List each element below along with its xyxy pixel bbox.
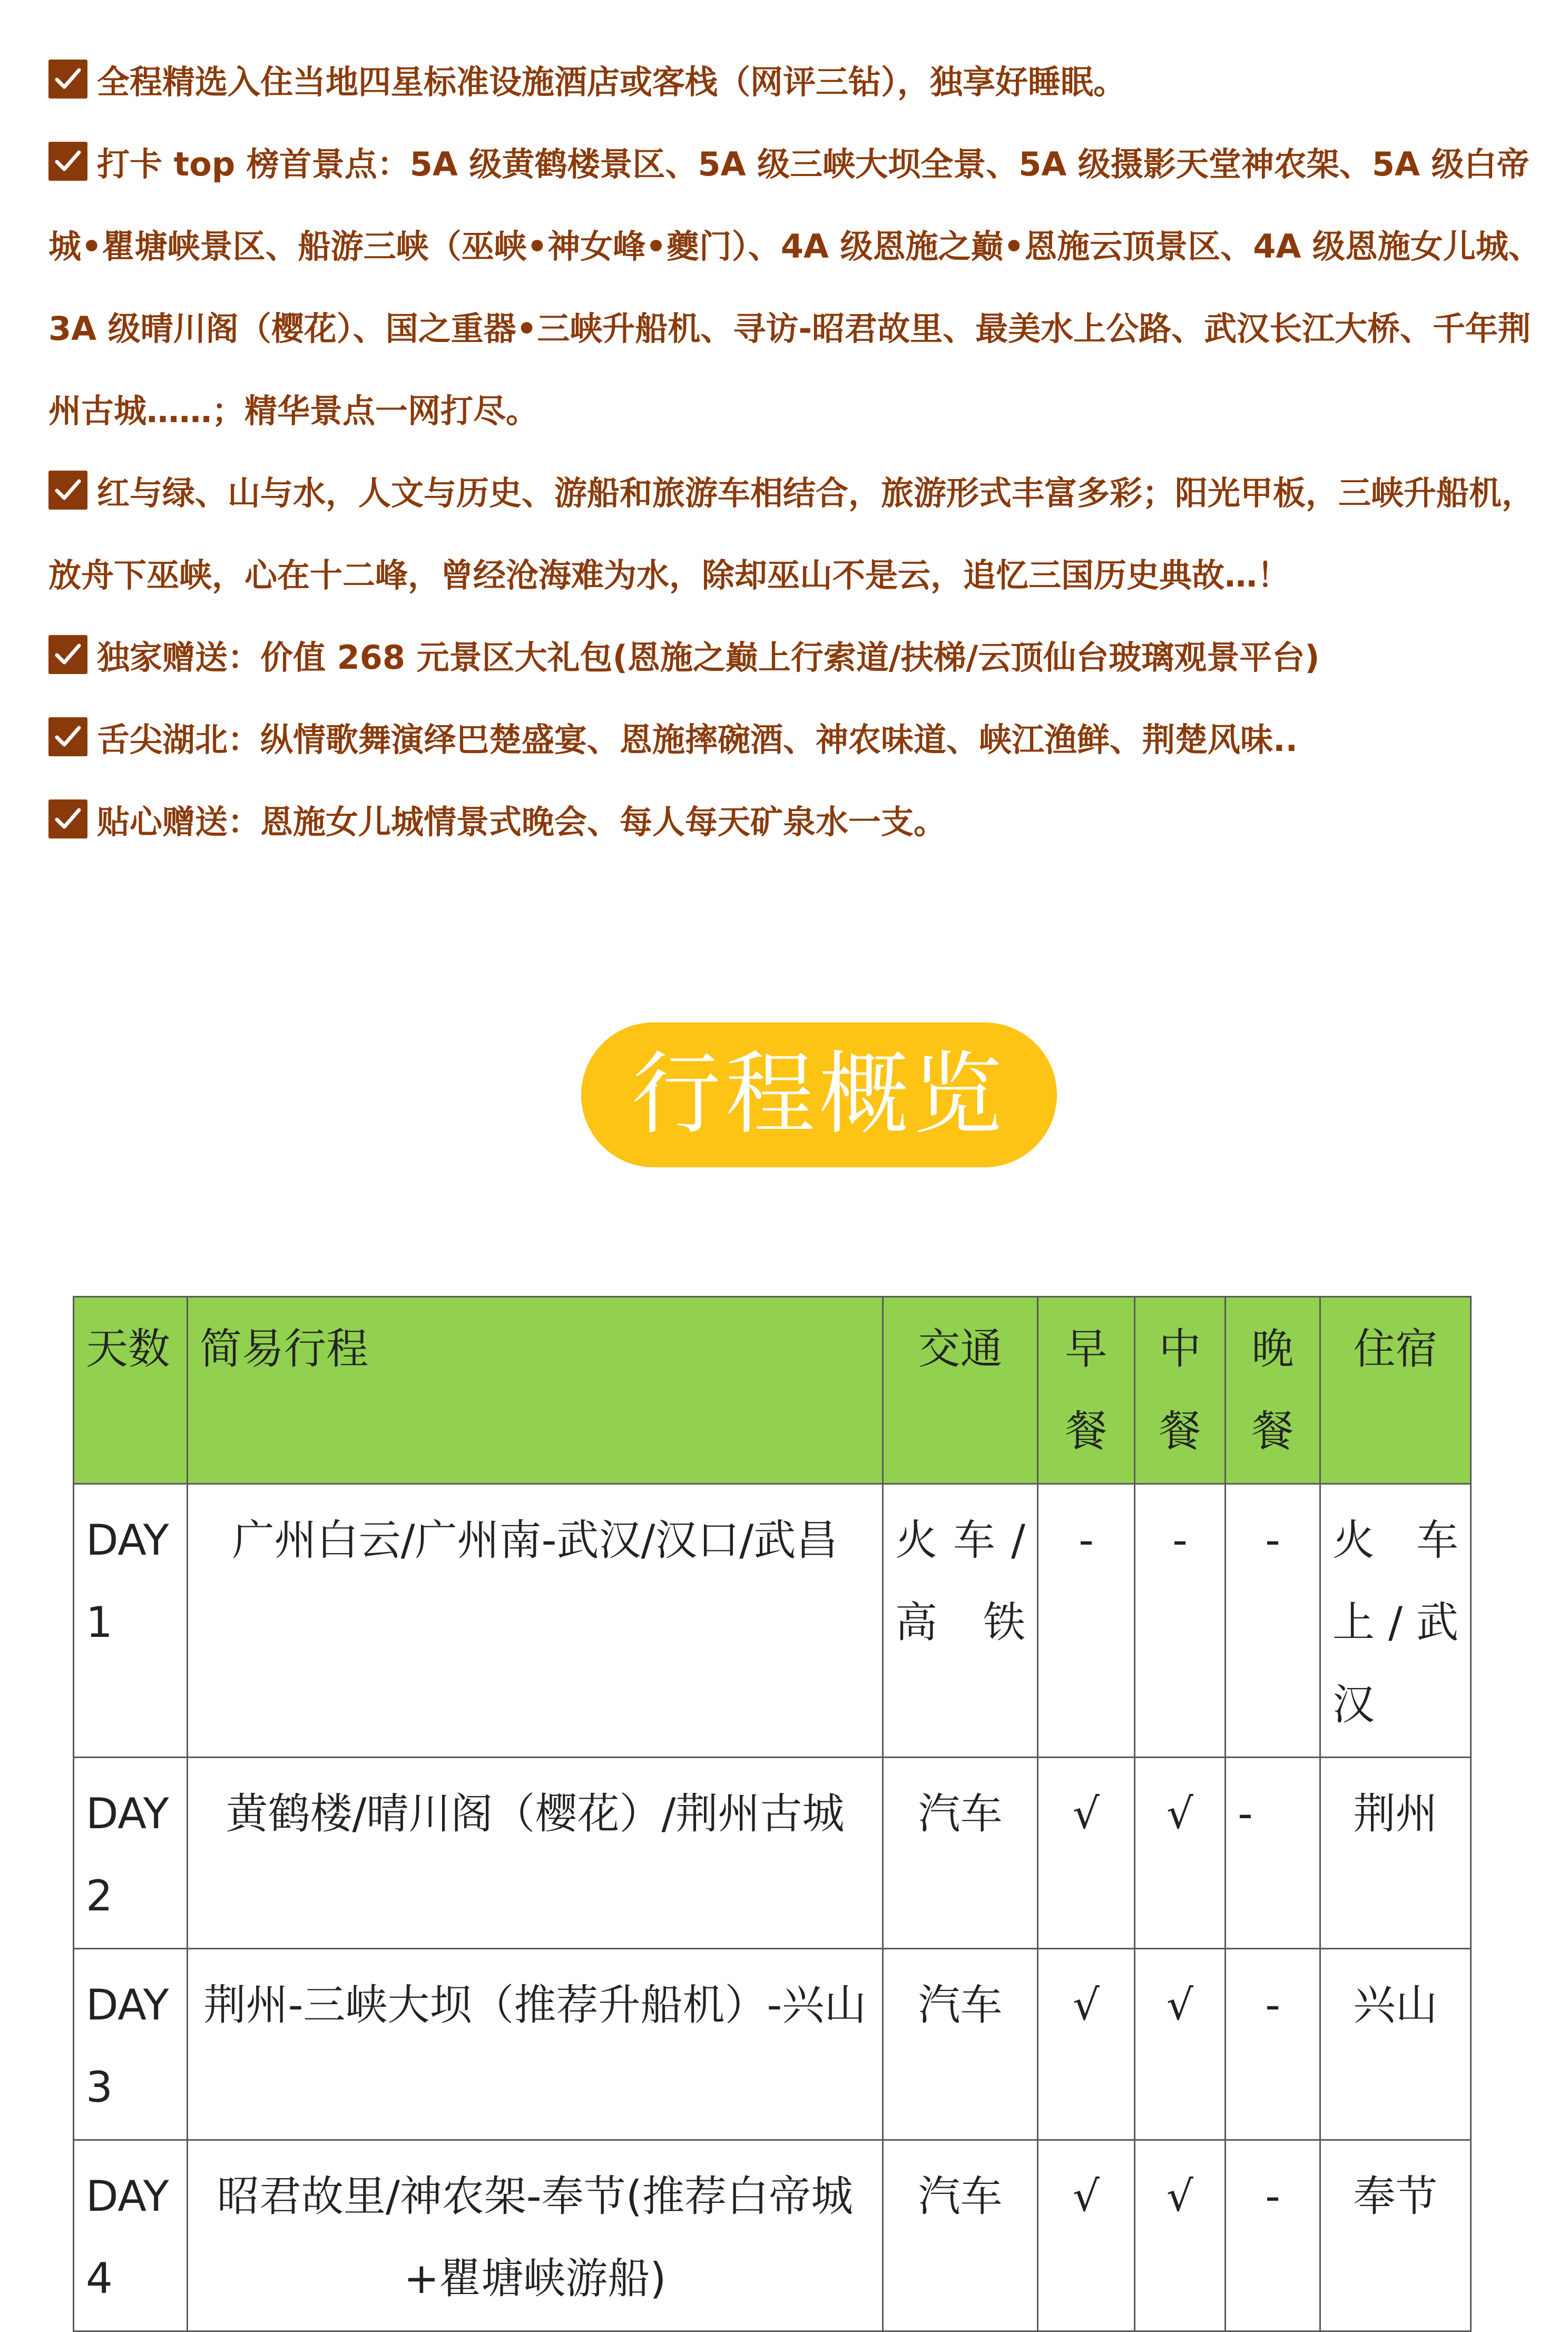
highlights-list — [48, 41, 1545, 863]
highlight-text: 红与绿、山与水，人文与历史、游船和旅游车相结合，旅游形式丰富多彩；阳光甲板，三峡升船机，放舟下巫峡，心在十二峰，曾经沧海难为水，除却巫山不是云，追忆三国历史典故…！ — [48, 474, 1535, 594]
cell-breakfast: √ — [1038, 1949, 1135, 2140]
cell-route: 荆州-三峡大坝（推荐升船机）-兴山 — [188, 1949, 883, 2140]
cell-breakfast: √ — [1038, 2140, 1135, 2331]
highlight-item — [48, 452, 1545, 617]
highlight-item — [48, 781, 1545, 863]
header-lodging: 住宿 — [1320, 1297, 1471, 1484]
header-transport: 交通 — [883, 1297, 1038, 1484]
table-row — [74, 1484, 1471, 1758]
cell-day: DAY4 — [74, 2140, 188, 2331]
cell-lodging: 兴山 — [1320, 1949, 1471, 2140]
header-dinner: 晚餐 — [1226, 1297, 1320, 1484]
cell-breakfast: √ — [1038, 1758, 1135, 1949]
highlight-item — [48, 617, 1545, 699]
highlight-text: 打卡 top 榜首景点：5A 级黄鹤楼景区、5A 级三峡大坝全景、5A 级摄影天堂神农架、5A 级白帝城•瞿塘峡景区、船游三峡（巫峡•神女峰•夔门）、4A 级恩施之巅•恩施云顶景区、4A 级恩施女儿城、3A 级晴川阁（樱花）、国之重器•三峡升船机、寻访-昭君故里、最美水上公路、武汉长江大桥、千年荆州古城……；精华景点一网打尽。 — [48, 145, 1541, 430]
cell-lodging: 奉节 — [1320, 2140, 1471, 2331]
checkbox-check-icon — [48, 471, 87, 510]
checkbox-check-icon — [48, 635, 87, 674]
highlight-text: 舌尖湖北：纵情歌舞演绎巴楚盛宴、恩施摔碗酒、神农味道、峡江渔鲜、荆楚风味.. — [97, 720, 1298, 759]
cell-route: 广州白云/广州南-武汉/汉口/武昌 — [188, 1484, 883, 1758]
cell-day: DAY1 — [74, 1484, 188, 1758]
checkbox-check-icon — [48, 717, 87, 756]
cell-transport: 火车/高铁 — [883, 1484, 1038, 1758]
cell-lunch: - — [1135, 1484, 1226, 1758]
header-lunch: 中餐 — [1135, 1297, 1226, 1484]
checkbox-check-icon — [48, 60, 87, 99]
table-row — [74, 1758, 1471, 1949]
table-header-row — [74, 1297, 1471, 1484]
cell-transport: 汽车 — [883, 1949, 1038, 2140]
cell-lunch: √ — [1135, 2140, 1226, 2331]
table-row — [74, 1949, 1471, 2140]
header-day: 天数 — [74, 1297, 188, 1484]
highlight-text: 全程精选入住当地四星标准设施酒店或客栈（网评三钻），独享好睡眠。 — [97, 63, 1126, 101]
header-breakfast: 早餐 — [1038, 1297, 1135, 1484]
cell-route: 昭君故里/神农架-奉节(推荐白帝城+瞿塘峡游船) — [188, 2140, 883, 2331]
highlight-text: 独家赠送：价值 268 元景区大礼包(恩施之巅上行索道/扶梯/云顶仙台玻璃观景平台) — [97, 638, 1320, 677]
checkbox-check-icon — [48, 142, 87, 181]
itinerary-table — [73, 1296, 1472, 2332]
cell-route: 黄鹤楼/晴川阁（樱花）/荆州古城 — [188, 1758, 883, 1949]
cell-lodging: 荆州 — [1320, 1758, 1471, 1949]
table-row — [74, 2140, 1471, 2331]
checkbox-check-icon — [48, 799, 87, 838]
cell-dinner: - — [1226, 1484, 1320, 1758]
header-route: 简易行程 — [188, 1297, 883, 1484]
cell-day: DAY2 — [74, 1758, 188, 1949]
cell-breakfast: - — [1038, 1484, 1135, 1758]
highlight-text: 贴心赠送：恩施女儿城情景式晚会、每人每天矿泉水一支。 — [97, 803, 947, 841]
section-title-pill: 行程概览 — [581, 1022, 1057, 1167]
highlight-item — [48, 123, 1545, 452]
cell-lodging: 火车上/武汉 — [1320, 1484, 1471, 1758]
cell-dinner: - — [1226, 1949, 1320, 2140]
cell-dinner: - — [1226, 1758, 1320, 1949]
cell-lunch: √ — [1135, 1949, 1226, 2140]
highlight-item — [48, 699, 1545, 781]
cell-transport: 汽车 — [883, 1758, 1038, 1949]
cell-dinner: - — [1226, 2140, 1320, 2331]
cell-transport: 汽车 — [883, 2140, 1038, 2331]
cell-day: DAY3 — [74, 1949, 188, 2140]
highlight-item — [48, 41, 1545, 123]
cell-lunch: √ — [1135, 1758, 1226, 1949]
